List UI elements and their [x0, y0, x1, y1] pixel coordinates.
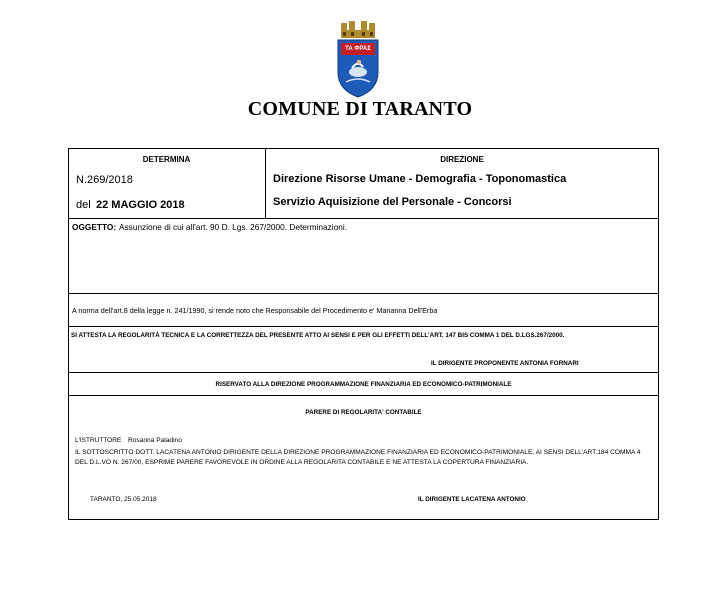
- direzione-header: DIREZIONE: [440, 155, 484, 164]
- determina-date-prefix: del: [76, 199, 91, 211]
- reserved-text: RISERVATO ALLA DIREZIONE PROGRAMMAZIONE FINANZIARIA ED ECONOMICO-PATRIMONIALE: [215, 381, 512, 388]
- instructor-name: Rosanna Paladino: [128, 437, 182, 444]
- direction-name: Direzione Risorse Umane - Demografia - Toponomastica: [273, 173, 567, 185]
- attestation-signer: IL DIRIGENTE PROPONENTE ANTONIA FORNARI: [431, 360, 579, 367]
- procedure-notice: A norma dell'art.8 della legge n. 241/1990, si rende noto che Responsabile del Procedimento e' Marianna Dell'Erba: [72, 306, 438, 315]
- determina-number: N.269/2018: [76, 174, 133, 186]
- accounting-signer: IL DIRIGENTE LACATENA ANTONIO: [418, 496, 526, 503]
- service-name: Servizio Aquisizione del Personale - Concorsi: [273, 196, 512, 208]
- emblem-motto: ΤΑ ΦΡΑΣ: [345, 46, 371, 52]
- instructor-label: L'ISTRUTTORE: [75, 437, 122, 444]
- determina-date: 22 MAGGIO 2018: [96, 199, 185, 211]
- coat-of-arms-icon: [332, 20, 384, 98]
- subject-text: Assunzione di cui all'art. 90 D. Lgs. 267/2000. Determinazioni.: [119, 222, 348, 232]
- accounting-title: PARERE DI REGOLARITA' CONTABILE: [305, 409, 422, 416]
- subject-label: OGGETTO:: [72, 222, 117, 232]
- determina-header: DETERMINA: [142, 155, 191, 164]
- page-title: COMUNE DI TARANTO: [247, 98, 473, 120]
- place-date: TARANTO, 25.05.2018: [90, 496, 157, 503]
- accounting-paragraph: IL SOTTOSCRITTO DOTT. LACATENA ANTONIO DIRIGENTE DELLA DIREZIONE PROGRAMMAZIONE FINANZIARIA ED ECONOMICO-PATRIMONIALE, AI SENSI DELL'ART.184 COMMA 4 DEL D.L.VO N. 267/00, ESPRIME PARERE FAVOREVOLE IN ORDINE ALLA REGOLARITA CONTABILE E NE ATTESTA LA COPERTURA FINANZIARIA.: [75, 449, 641, 466]
- attestation-text: SI ATTESTA LA REGOLARITÀ TECNICA E LA CORRETTEZZA DEL PRESENTE ATTO AI SENSI E PER GLI EFFETTI DELL'ART. 147 BIS COMMA 1 DEL D.LGS.267/2000.: [71, 332, 565, 339]
